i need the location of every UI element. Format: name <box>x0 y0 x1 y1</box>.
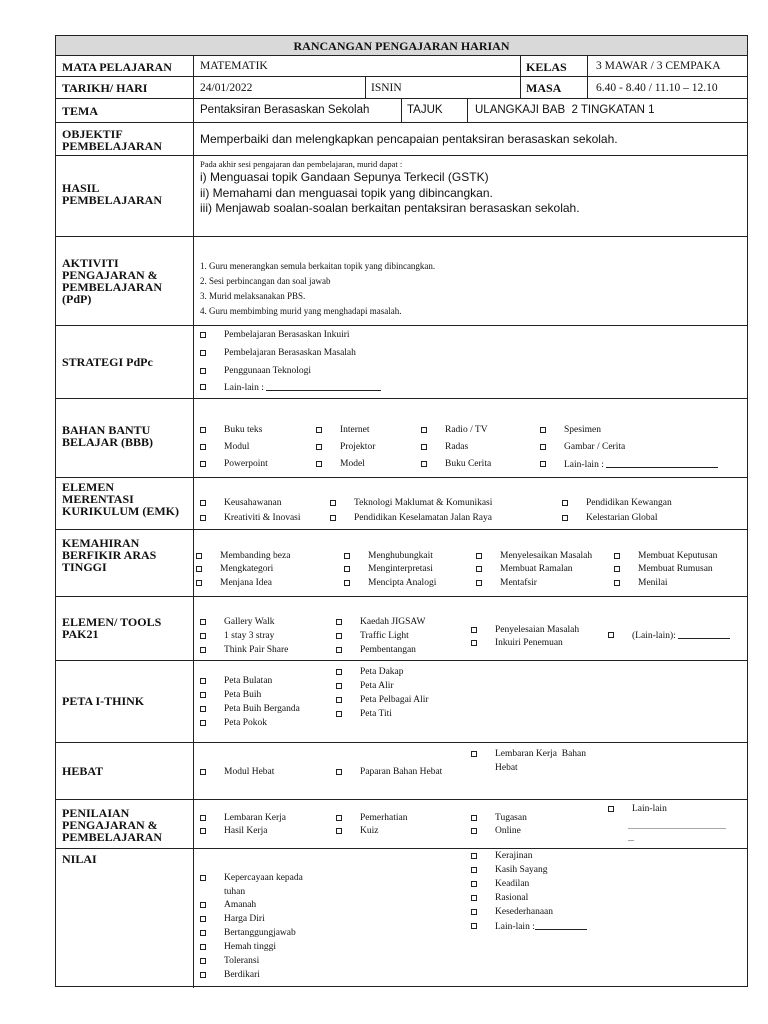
checkbox-icon[interactable] <box>200 633 206 639</box>
hasil-item: ii) Memahami dan menguasai topik yang dibincangkan. <box>200 185 493 200</box>
hari-value: ISNIN <box>371 82 402 94</box>
aktiviti-item: 4. Guru membimbing murid yang menghadapi masalah. <box>200 306 402 316</box>
fill-in-line[interactable] <box>678 630 730 639</box>
checkbox-icon[interactable] <box>196 553 202 559</box>
checkbox-icon[interactable] <box>200 902 206 908</box>
ithink-label: PETA I-THINK <box>62 694 145 708</box>
ithink-row: PETA I-THINK Peta Bulatan Peta Buih Peta Buih Berganda Peta Pokok Peta Dakap Peta Alir Peta Pelbagai Alir Peta Titi <box>56 661 747 743</box>
checkbox-icon[interactable] <box>200 692 206 698</box>
checkbox-icon[interactable] <box>471 923 477 929</box>
tajuk-value: ULANGKAJI BAB 2 TINGKATAN 1 <box>475 104 655 116</box>
emk-label-3: KURIKULUM (EMK) <box>62 504 179 518</box>
checkbox-icon[interactable] <box>471 640 477 646</box>
kbat-row: KEMAHIRAN BERFIKIR ARAS TINGGI Membanding beza Menghubungkait Menyelesaikan Masalah Membuat Keputusan Mengkategori Menginterpretasi Membuat Ramalan Membuat Rumusan Menjana Idea Mencipta Analogi Mentafsir Menilai <box>56 530 747 597</box>
tarikh-row <box>56 77 747 99</box>
penilaian-label-2: PENGAJARAN & <box>62 818 158 832</box>
masa-value: 6.40 - 8.40 / 11.10 – 12.10 <box>596 82 718 94</box>
tarikh-value: 24/01/2022 <box>200 82 253 94</box>
tema-row <box>56 99 747 123</box>
fill-in-line[interactable] <box>266 382 381 391</box>
checkbox-icon[interactable] <box>200 500 206 506</box>
penilaian-label-3: PEMBELAJARAN <box>62 830 163 844</box>
checkbox-icon[interactable] <box>471 627 477 633</box>
objektif-text: Memperbaiki dan melengkapkan pencapaian pentaksiran berasaskan sekolah. <box>200 132 618 146</box>
emk-label-2: MERENTASI <box>62 492 134 506</box>
objektif-label-1: OBJEKTIF <box>62 127 123 141</box>
nilai-label: NILAI <box>62 852 97 866</box>
checkbox-icon[interactable] <box>336 683 342 689</box>
checkbox-icon[interactable] <box>562 515 568 521</box>
pak21-row: ELEMEN/ TOOLS PAK21 Gallery Walk Kaedah JIGSAW Penyelesaian Masalah (Lain-lain): 1 stay 3 stray Traffic Light Inkuiri Penemuan Think Pair Share Pembentangan <box>56 597 747 661</box>
kelas-value: 3 MAWAR / 3 CEMPAKA <box>596 60 721 72</box>
checkbox-icon[interactable] <box>200 350 206 356</box>
checkbox-icon[interactable] <box>200 515 206 521</box>
hebat-row: HEBAT Modul Hebat Paparan Bahan Hebat Lembaran Kerja Bahan Hebat <box>56 743 747 800</box>
nilai-option-cont: tuhan <box>224 887 246 897</box>
checkbox-icon[interactable] <box>200 958 206 964</box>
checkbox-icon[interactable] <box>336 697 342 703</box>
checkbox-icon[interactable] <box>336 669 342 675</box>
mata-value: MATEMATIK <box>200 60 268 72</box>
checkbox-icon[interactable] <box>200 916 206 922</box>
checkbox-icon[interactable] <box>540 444 546 450</box>
checkbox-icon[interactable] <box>476 566 482 572</box>
checkbox-icon[interactable] <box>200 930 206 936</box>
mata-row <box>56 56 747 77</box>
checkbox-icon[interactable] <box>344 553 350 559</box>
hebat-label: HEBAT <box>62 764 104 778</box>
hebat-option-cont: Hebat <box>495 763 518 773</box>
hasil-label-2: PEMBELAJARAN <box>62 193 163 207</box>
checkbox-icon[interactable] <box>608 632 614 638</box>
checkbox-icon[interactable] <box>562 500 568 506</box>
masa-label: MASA <box>526 81 562 95</box>
checkbox-icon[interactable] <box>316 444 322 450</box>
checkbox-icon[interactable] <box>471 867 477 873</box>
nilai-row: NILAI Kepercayaan kepada tuhan Amanah Harga Diri Bertanggungjawab Hemah tinggi Toleransi Berdikari Kerajinan Kasih Sayang Keadilan Rasional Kesederhanaan Lain-lain : <box>56 849 747 988</box>
checkbox-icon[interactable] <box>200 647 206 653</box>
bbb-label-1: BAHAN BANTU <box>62 423 151 437</box>
checkbox-icon[interactable] <box>336 769 342 775</box>
title-row <box>56 36 747 56</box>
checkbox-icon[interactable] <box>471 853 477 859</box>
checkbox-icon[interactable] <box>476 580 482 586</box>
tema-value: Pentaksiran Berasaskan Sekolah <box>200 104 370 116</box>
kelas-label: KELAS <box>526 60 567 74</box>
fill-in-line[interactable] <box>606 459 718 468</box>
checkbox-icon[interactable] <box>336 815 342 821</box>
checkbox-icon[interactable] <box>614 580 620 586</box>
checkbox-icon[interactable] <box>614 553 620 559</box>
aktiviti-label-3: PEMBELAJARAN <box>62 280 163 294</box>
checkbox-icon[interactable] <box>421 444 427 450</box>
checkbox-icon[interactable] <box>200 368 206 374</box>
mata-label: MATA PELAJARAN <box>62 60 172 74</box>
checkbox-icon[interactable] <box>614 566 620 572</box>
checkbox-icon[interactable] <box>200 769 206 775</box>
hasil-item: i) Menguasai topik Gandaan Sepunya Terkecil (GSTK) <box>200 170 489 184</box>
aktiviti-label-4: (PdP) <box>62 292 92 306</box>
checkbox-icon[interactable] <box>471 909 477 915</box>
emk-label-1: ELEMEN <box>62 480 115 494</box>
objektif-row <box>56 123 747 156</box>
pak21-label-2: PAK21 <box>62 627 99 641</box>
checkbox-icon[interactable] <box>196 580 202 586</box>
tarikh-label: TARIKH/ HARI <box>62 81 148 95</box>
tajuk-label: TAJUK <box>407 104 443 116</box>
checkbox-icon[interactable] <box>200 828 206 834</box>
checkbox-icon[interactable] <box>344 580 350 586</box>
lesson-plan-table <box>55 35 748 987</box>
fill-in-dots[interactable]: ................................................. <box>628 822 726 831</box>
strategi-row: STRATEGI PdPc Pembelajaran Berasaskan Inkuiri Pembelajaran Berasaskan Masalah Penggunaan Teknologi Lain-lain : <box>56 326 747 399</box>
checkbox-icon[interactable] <box>336 619 342 625</box>
objektif-label-2: PEMBELAJARAN <box>62 139 163 153</box>
checkbox-icon[interactable] <box>200 720 206 726</box>
checkbox-icon[interactable] <box>200 815 206 821</box>
checkbox-icon[interactable] <box>336 647 342 653</box>
checkbox-icon[interactable] <box>476 553 482 559</box>
checkbox-icon[interactable] <box>344 566 350 572</box>
checkbox-icon[interactable] <box>316 461 322 467</box>
bbb-label-2: BELAJAR (BBB) <box>62 435 154 449</box>
hasil-row <box>56 156 747 237</box>
checkbox-icon[interactable] <box>200 384 206 390</box>
checkbox-icon[interactable] <box>200 619 206 625</box>
tema-label: TEMA <box>62 104 98 118</box>
checkbox-icon[interactable] <box>200 332 206 338</box>
aktiviti-label-1: AKTIVITI <box>62 256 119 270</box>
checkbox-icon[interactable] <box>200 427 206 433</box>
checkbox-icon[interactable] <box>200 678 206 684</box>
checkbox-icon[interactable] <box>200 944 206 950</box>
penilaian-row: PENILAIAN PENGAJARAN & PEMBELAJARAN Lembaran Kerja Pemerhatian Tugasan Lain-lain Hasil Kerja Kuiz Online ................................................. ... <box>56 800 747 849</box>
checkbox-icon[interactable] <box>421 461 427 467</box>
checkbox-icon[interactable] <box>200 461 206 467</box>
checkbox-icon[interactable] <box>471 881 477 887</box>
checkbox-icon[interactable] <box>316 427 322 433</box>
penilaian-label-1: PENILAIAN <box>62 806 130 820</box>
hasil-intro: Pada akhir sesi pengajaran dan pembelajaran, murid dapat : <box>200 159 403 169</box>
checkbox-icon[interactable] <box>330 515 336 521</box>
kbat-label-2: BERFIKIR ARAS <box>62 548 157 562</box>
pak21-label-1: ELEMEN/ TOOLS <box>62 615 162 629</box>
checkbox-icon[interactable] <box>471 815 477 821</box>
checkbox-icon[interactable] <box>200 972 206 978</box>
checkbox-icon[interactable] <box>421 427 427 433</box>
aktiviti-label-2: PENGAJARAN & <box>62 268 158 282</box>
checkbox-icon[interactable] <box>471 895 477 901</box>
fill-in-dots[interactable]: ... <box>628 834 634 843</box>
hasil-item: iii) Menjawab soalan-soalan berkaitan pentaksiran berasaskan sekolah. <box>200 201 580 215</box>
checkbox-icon[interactable] <box>200 706 206 712</box>
checkbox-icon[interactable] <box>540 461 546 467</box>
checkbox-icon[interactable] <box>330 500 336 506</box>
checkbox-icon[interactable] <box>196 566 202 572</box>
checkbox-icon[interactable] <box>608 806 614 812</box>
aktiviti-item: 1. Guru menerangkan semula berkaitan topik yang dibincangkan. <box>200 261 436 271</box>
kbat-label-1: KEMAHIRAN <box>62 536 140 550</box>
checkbox-icon[interactable] <box>200 444 206 450</box>
checkbox-icon[interactable] <box>200 875 206 881</box>
checkbox-icon[interactable] <box>336 633 342 639</box>
strategi-label: STRATEGI PdPc <box>62 355 153 369</box>
checkbox-icon[interactable] <box>471 751 477 757</box>
page-title: RANCANGAN PENGAJARAN HARIAN <box>293 39 510 53</box>
checkbox-icon[interactable] <box>540 427 546 433</box>
bbb-row: BAHAN BANTU BELAJAR (BBB) Buku teks Internet Radio / TV Spesimen Modul Projektor Radas Gambar / Cerita Powerpoint Model Buku Cerita Lain-lain : <box>56 399 747 478</box>
checkbox-icon[interactable] <box>336 828 342 834</box>
checkbox-icon[interactable] <box>336 711 342 717</box>
fill-in-line[interactable] <box>535 921 587 930</box>
aktiviti-row <box>56 237 747 326</box>
hasil-label-1: HASIL <box>62 181 100 195</box>
kbat-label-3: TINGGI <box>62 560 107 574</box>
aktiviti-item: 3. Murid melaksanakan PBS. <box>200 291 306 301</box>
emk-row: ELEMEN MERENTASI KURIKULUM (EMK) Keusahawanan Teknologi Maklumat & Komunikasi Pendidikan Kewangan Kreativiti & Inovasi Pendidikan Keselamatan Jalan Raya Kelestarian Global <box>56 478 747 530</box>
aktiviti-item: 2. Sesi perbincangan dan soal jawab <box>200 276 331 286</box>
checkbox-icon[interactable] <box>471 828 477 834</box>
